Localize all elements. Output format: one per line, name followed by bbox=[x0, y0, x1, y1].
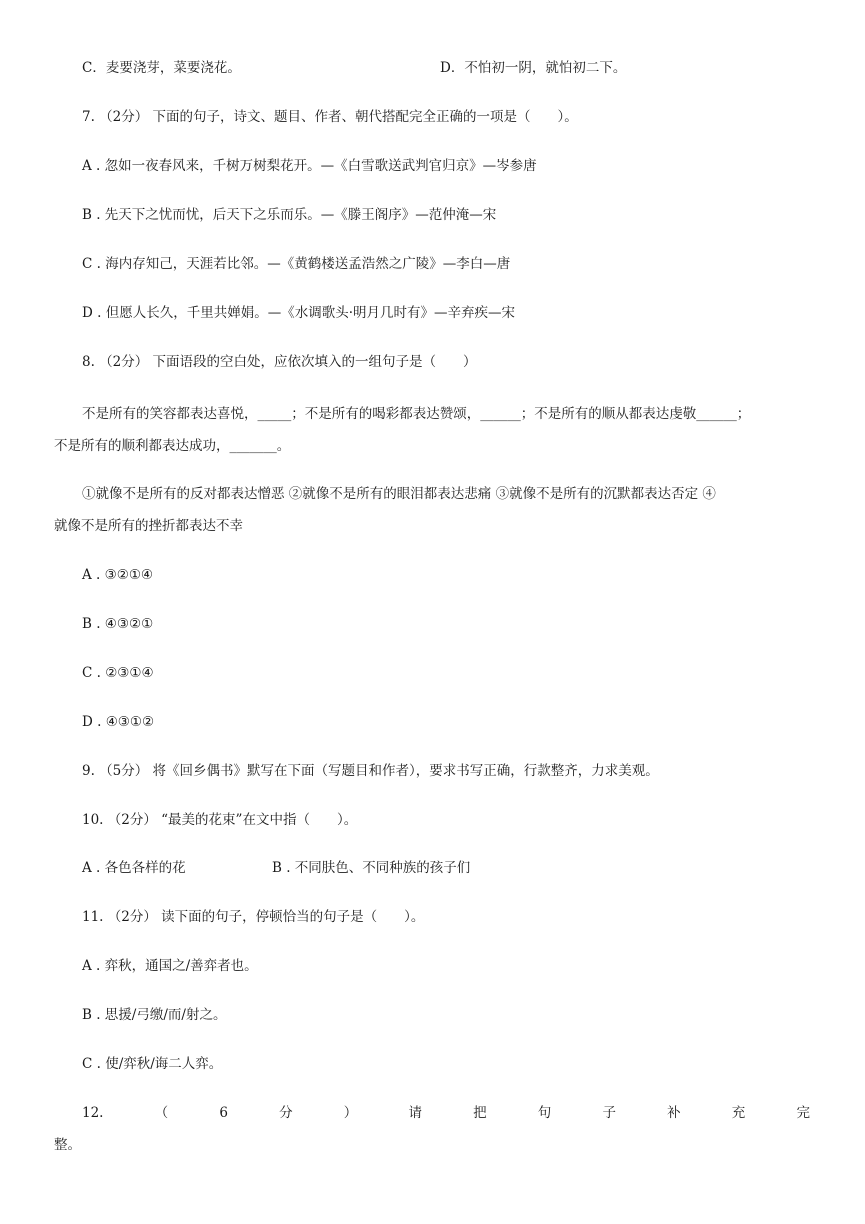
q12-token: 请 bbox=[408, 1105, 422, 1121]
question-7-stem: 7. （2分） 下面的句子，诗文、题目、作者、朝代搭配完全正确的一项是（ ）。 bbox=[82, 109, 578, 125]
question-11-stem: 11. （2分） 读下面的句子，停顿恰当的句子是（ ）。 bbox=[82, 909, 425, 925]
question-7-option-a: A . 忽如一夜春风来，千树万树梨花开。—《白雪歌送武判官归京》—岑参唐 bbox=[82, 158, 537, 174]
q12-token: （ bbox=[154, 1105, 169, 1121]
question-10-option-b: B . 不同肤色、不同种族的孩子们 bbox=[272, 860, 471, 876]
question-8-option-c: C . ②③①④ bbox=[82, 665, 154, 681]
q12-token: 子 bbox=[602, 1105, 616, 1121]
question-8-choices-line-2: 就像不是所有的挫折都表达不幸 bbox=[54, 518, 243, 534]
q12-token: ） bbox=[343, 1105, 358, 1121]
question-8-option-d: D . ④③①② bbox=[82, 714, 155, 730]
question-8-passage-line-2: 不是所有的顺利都表达成功，_______。 bbox=[54, 438, 291, 454]
q12-token: 把 bbox=[473, 1105, 487, 1121]
question-8-passage-line-1: 不是所有的笑容都表达喜悦，_____；不是所有的喝彩都表达赞颂，______；不是所有的顺从都表达虔敬______； bbox=[82, 406, 751, 422]
question-8-stem: 8. （2分） 下面语段的空白处，应依次填入的一组句子是（ ） bbox=[82, 354, 477, 370]
line-option-d-q6: D．不怕初一阴，就怕初二下。 bbox=[440, 60, 627, 76]
question-8-choices-line-1: ①就像不是所有的反对都表达憎恶 ②就像不是所有的眼泪都表达悲痛 ③就像不是所有的沉默都表达否定 ④ bbox=[82, 486, 716, 502]
question-7-option-c: C . 海内存知己，天涯若比邻。—《黄鹤楼送孟浩然之广陵》—李白—唐 bbox=[82, 256, 511, 272]
question-10-stem: 10. （2分） “最美的花束”在文中指（ ）。 bbox=[82, 812, 358, 828]
question-11-option-c: C . 使/弈秋/诲二人弈。 bbox=[82, 1056, 223, 1072]
q12-token: 完 bbox=[796, 1105, 810, 1121]
question-11-option-a: A . 弈秋，通国之/善弈者也。 bbox=[82, 958, 258, 974]
question-10-option-a: A . 各色各样的花 bbox=[82, 860, 186, 876]
q12-token: 句 bbox=[537, 1105, 552, 1121]
question-12-stem bbox=[82, 1103, 810, 1123]
question-11-option-b: B . 思援/弓缴/而/射之。 bbox=[82, 1007, 227, 1023]
q12-token: 12. bbox=[82, 1105, 104, 1121]
question-8-option-a: A . ③②①④ bbox=[82, 567, 154, 583]
question-8-option-b: B . ④③②① bbox=[82, 616, 154, 632]
question-12-stem-line-2: 整。 bbox=[54, 1137, 81, 1153]
q12-token: 充 bbox=[731, 1105, 746, 1121]
line-option-c-q6: C．麦要浇芽，菜要浇花。 bbox=[82, 60, 241, 76]
q12-token: 6 bbox=[219, 1105, 228, 1121]
q12-token: 补 bbox=[667, 1105, 681, 1121]
question-7-option-b: B . 先天下之忧而忧，后天下之乐而乐。—《滕王阁序》—范仲淹—宋 bbox=[82, 207, 497, 223]
question-9-stem: 9. （5分） 将《回乡偶书》默写在下面（写题目和作者），要求书写正确，行款整齐，力求美观。 bbox=[82, 763, 659, 779]
q12-token: 分 bbox=[279, 1105, 293, 1121]
question-7-option-d: D . 但愿人长久，千里共婵娟。—《水调歌头·明月几时有》—辛弃疾—宋 bbox=[82, 305, 515, 321]
